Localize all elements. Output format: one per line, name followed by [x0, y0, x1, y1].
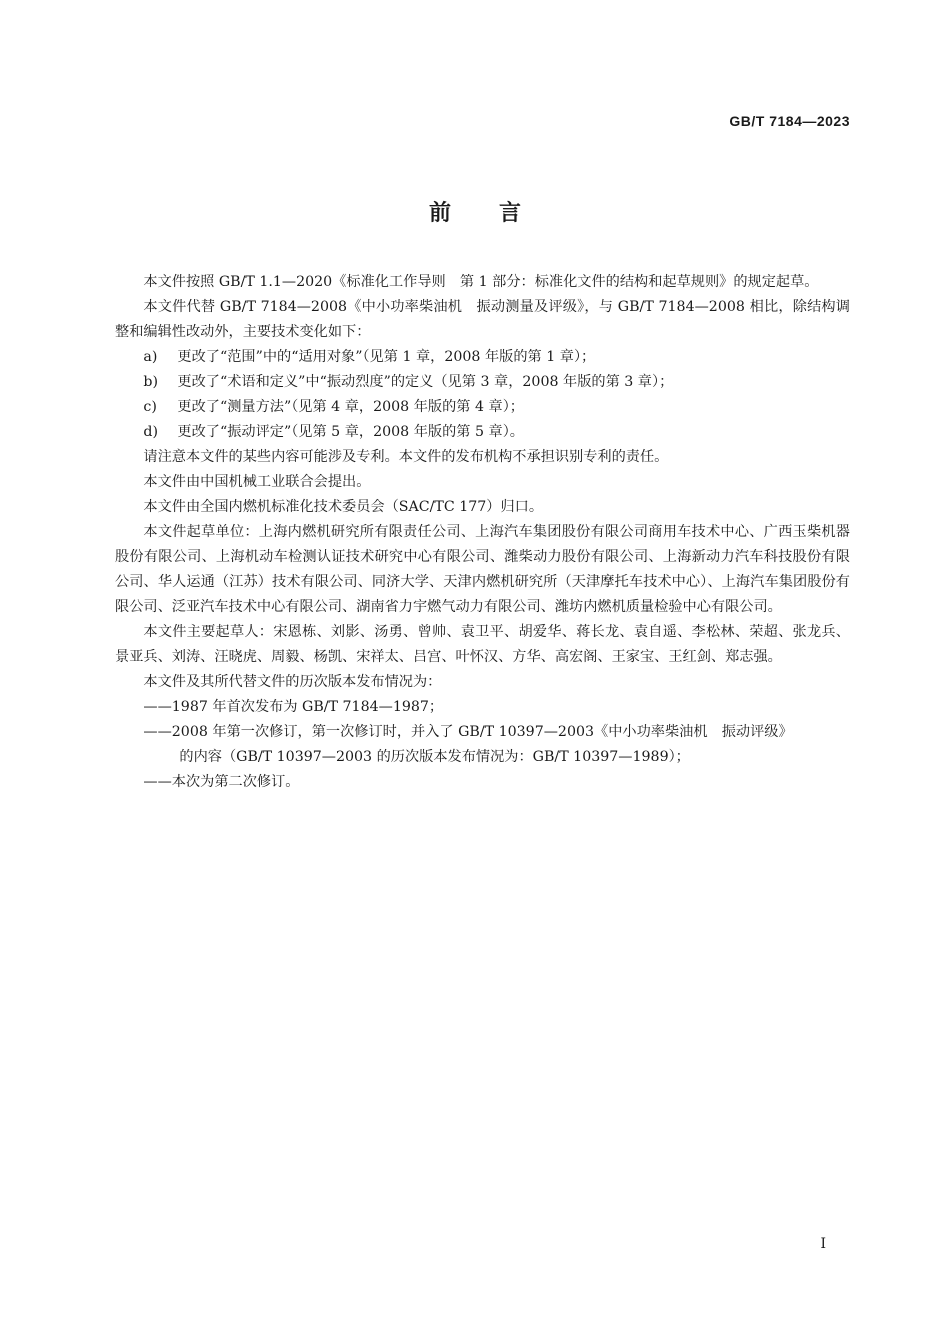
list-item-text: 更改了“术语和定义”中“振动烈度”的定义（见第 3 章，2008 年版的第 3 章）； — [177, 374, 674, 390]
paragraph-committee: 本文件由全国内燃机标准化技术委员会（SAC/TC 177）归口。 — [143, 499, 544, 515]
paragraph-replacement: 本文件代替 GB/T 7184—2008《中小功率柴油机 振动测量及评级》，与 GB/T 7184—2008 相比，除结构调整和编辑性改动外，主要技术变化如下： — [115, 299, 850, 340]
paragraph-drafting-units: 本文件起草单位：上海内燃机研究所有限责任公司、上海汽车集团股份有限公司商用车技术中心、广西玉柴机器股份有限公司、上海机动车检测认证技术研究中心有限公司、潍柴动力股份有限公司、上海新动力汽车科技股份有限公司、华人运通（江苏）技术有限公司、同济大学、天津内燃机研究所（天津摩托车技术中心）、上海汽车集团股份有限公司、泛亚汽车技术中心有限公司、湖南省力宇燃气动力有限公司、潍坊内燃机质量检验中心有限公司。 — [115, 524, 850, 615]
foreword-body — [115, 270, 850, 795]
paragraph-proposer: 本文件由中国机械工业联合会提出。 — [143, 474, 371, 490]
paragraph-history-intro: 本文件及其所代替文件的历次版本发布情况为： — [143, 674, 442, 690]
history-item: ——1987 年首次发布为 GB/T 7184—1987； — [143, 699, 444, 715]
list-item-label: d) — [143, 424, 159, 440]
list-item — [115, 345, 850, 370]
list-item-text: 更改了“振动评定”（见第 5 章，2008 年版的第 5 章）。 — [177, 424, 524, 440]
history-item-continued: 的内容（GB/T 10397—2003 的历次版本发布情况为：GB/T 10397—1989）； — [179, 749, 690, 765]
list-item-label: c) — [143, 399, 157, 415]
list-item-label: b) — [143, 374, 159, 390]
page-title: 前言 — [428, 201, 569, 226]
history-item: ——本次为第二次修订。 — [143, 774, 300, 790]
list-item — [115, 420, 850, 445]
document-header-code: GB/T 7184—2023 — [729, 113, 850, 129]
list-item — [115, 395, 850, 420]
paragraph-drafters: 本文件主要起草人：宋恩栋、刘影、汤勇、曾帅、袁卫平、胡爱华、蒋长龙、袁自遥、李松林、荣超、张龙兵、景亚兵、刘涛、汪晓虎、周毅、杨凯、宋祥太、吕宫、叶怀汉、方华、高宏阁、王家宝、王红剑、郑志强。 — [115, 624, 850, 665]
paragraph-patent-notice: 请注意本文件的某些内容可能涉及专利。本文件的发布机构不承担识别专利的责任。 — [143, 449, 669, 465]
list-item-text: 更改了“测量方法”（见第 4 章，2008 年版的第 4 章）； — [177, 399, 524, 415]
page-number: I — [820, 1236, 826, 1252]
history-item: ——2008 年第一次修订，第一次修订时，并入了 GB/T 10397—2003《中小功率柴油机 振动评级》 — [143, 724, 793, 740]
paragraph-drafting-basis: 本文件按照 GB/T 1.1—2020《标准化工作导则 第 1 部分：标准化文件的结构和起草规则》的规定起草。 — [143, 274, 819, 290]
list-item-text: 更改了“范围”中的“适用对象”（见第 1 章，2008 年版的第 1 章）； — [177, 349, 596, 365]
list-item — [115, 370, 850, 395]
list-item-label: a) — [143, 349, 158, 365]
